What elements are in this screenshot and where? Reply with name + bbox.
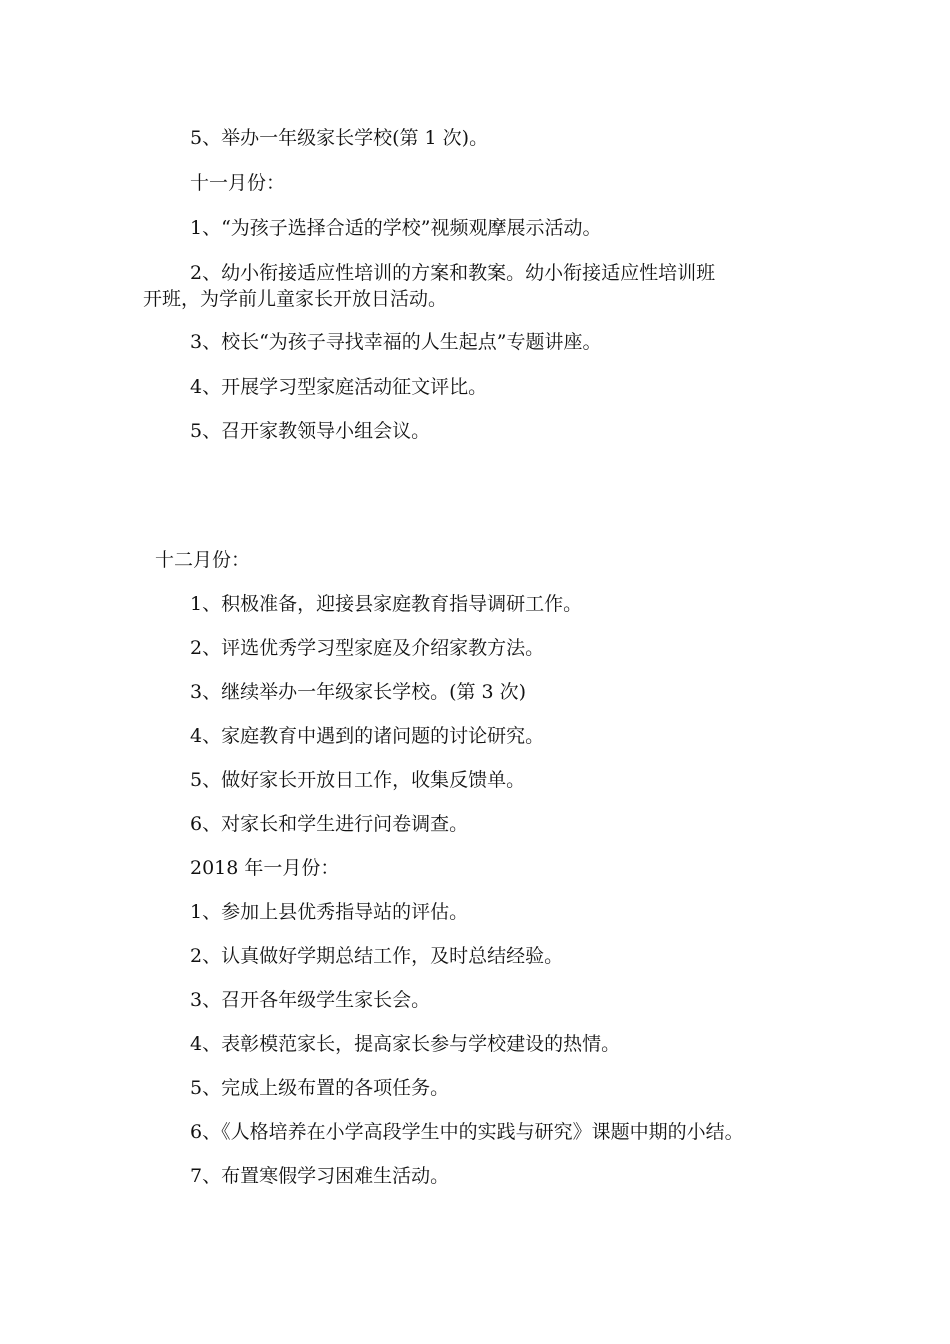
dec-item-6: 6、对家长和学生进行问卷调查。 bbox=[190, 813, 469, 835]
jan-item-3: 3、召开各年级学生家长会。 bbox=[190, 989, 431, 1011]
dec-item-3: 3、继续举办一年级家长学校。(第 3 次) bbox=[190, 681, 527, 703]
nov-item-2-line-1: 2、幼小衔接适应性培训的方案和教案。幼小衔接适应性培训班 bbox=[190, 262, 716, 284]
november-heading: 十一月份： bbox=[190, 172, 286, 194]
dec-item-4: 4、家庭教育中遇到的诸问题的讨论研究。 bbox=[190, 725, 545, 747]
jan-item-4: 4、表彰模范家长，提高家长参与学校建设的热情。 bbox=[190, 1033, 621, 1055]
january-heading: 2018 年一月份： bbox=[190, 857, 340, 879]
nov-item-5: 5、召开家教领导小组会议。 bbox=[190, 420, 431, 442]
dec-item-1: 1、积极准备，迎接县家庭教育指导调研工作。 bbox=[190, 593, 583, 615]
dec-item-2: 2、评选优秀学习型家庭及介绍家教方法。 bbox=[190, 637, 545, 659]
jan-item-2: 2、认真做好学期总结工作，及时总结经验。 bbox=[190, 945, 564, 967]
jan-item-1: 1、参加上县优秀指导站的评估。 bbox=[190, 901, 469, 923]
dec-item-5: 5、做好家长开放日工作，收集反馈单。 bbox=[190, 769, 526, 791]
nov-item-1: 1、“为孩子选择合适的学校”视频观摩展示活动。 bbox=[190, 217, 602, 239]
nov-item-4: 4、开展学习型家庭活动征文评比。 bbox=[190, 376, 488, 398]
jan-item-6: 6、《人格培养在小学高段学生中的实践与研究》课题中期的小结。 bbox=[190, 1121, 744, 1143]
jan-item-5: 5、完成上级布置的各项任务。 bbox=[190, 1077, 450, 1099]
nov-item-2-line-2: 开班，为学前儿童家长开放日活动。 bbox=[143, 288, 448, 310]
oct-item-5: 5、举办一年级家长学校(第 1 次)。 bbox=[190, 127, 489, 149]
nov-item-3: 3、校长“为孩子寻找幸福的人生起点”专题讲座。 bbox=[190, 331, 602, 353]
december-heading: 十二月份： bbox=[155, 549, 251, 571]
jan-item-7: 7、布置寒假学习困难生活动。 bbox=[190, 1165, 450, 1187]
